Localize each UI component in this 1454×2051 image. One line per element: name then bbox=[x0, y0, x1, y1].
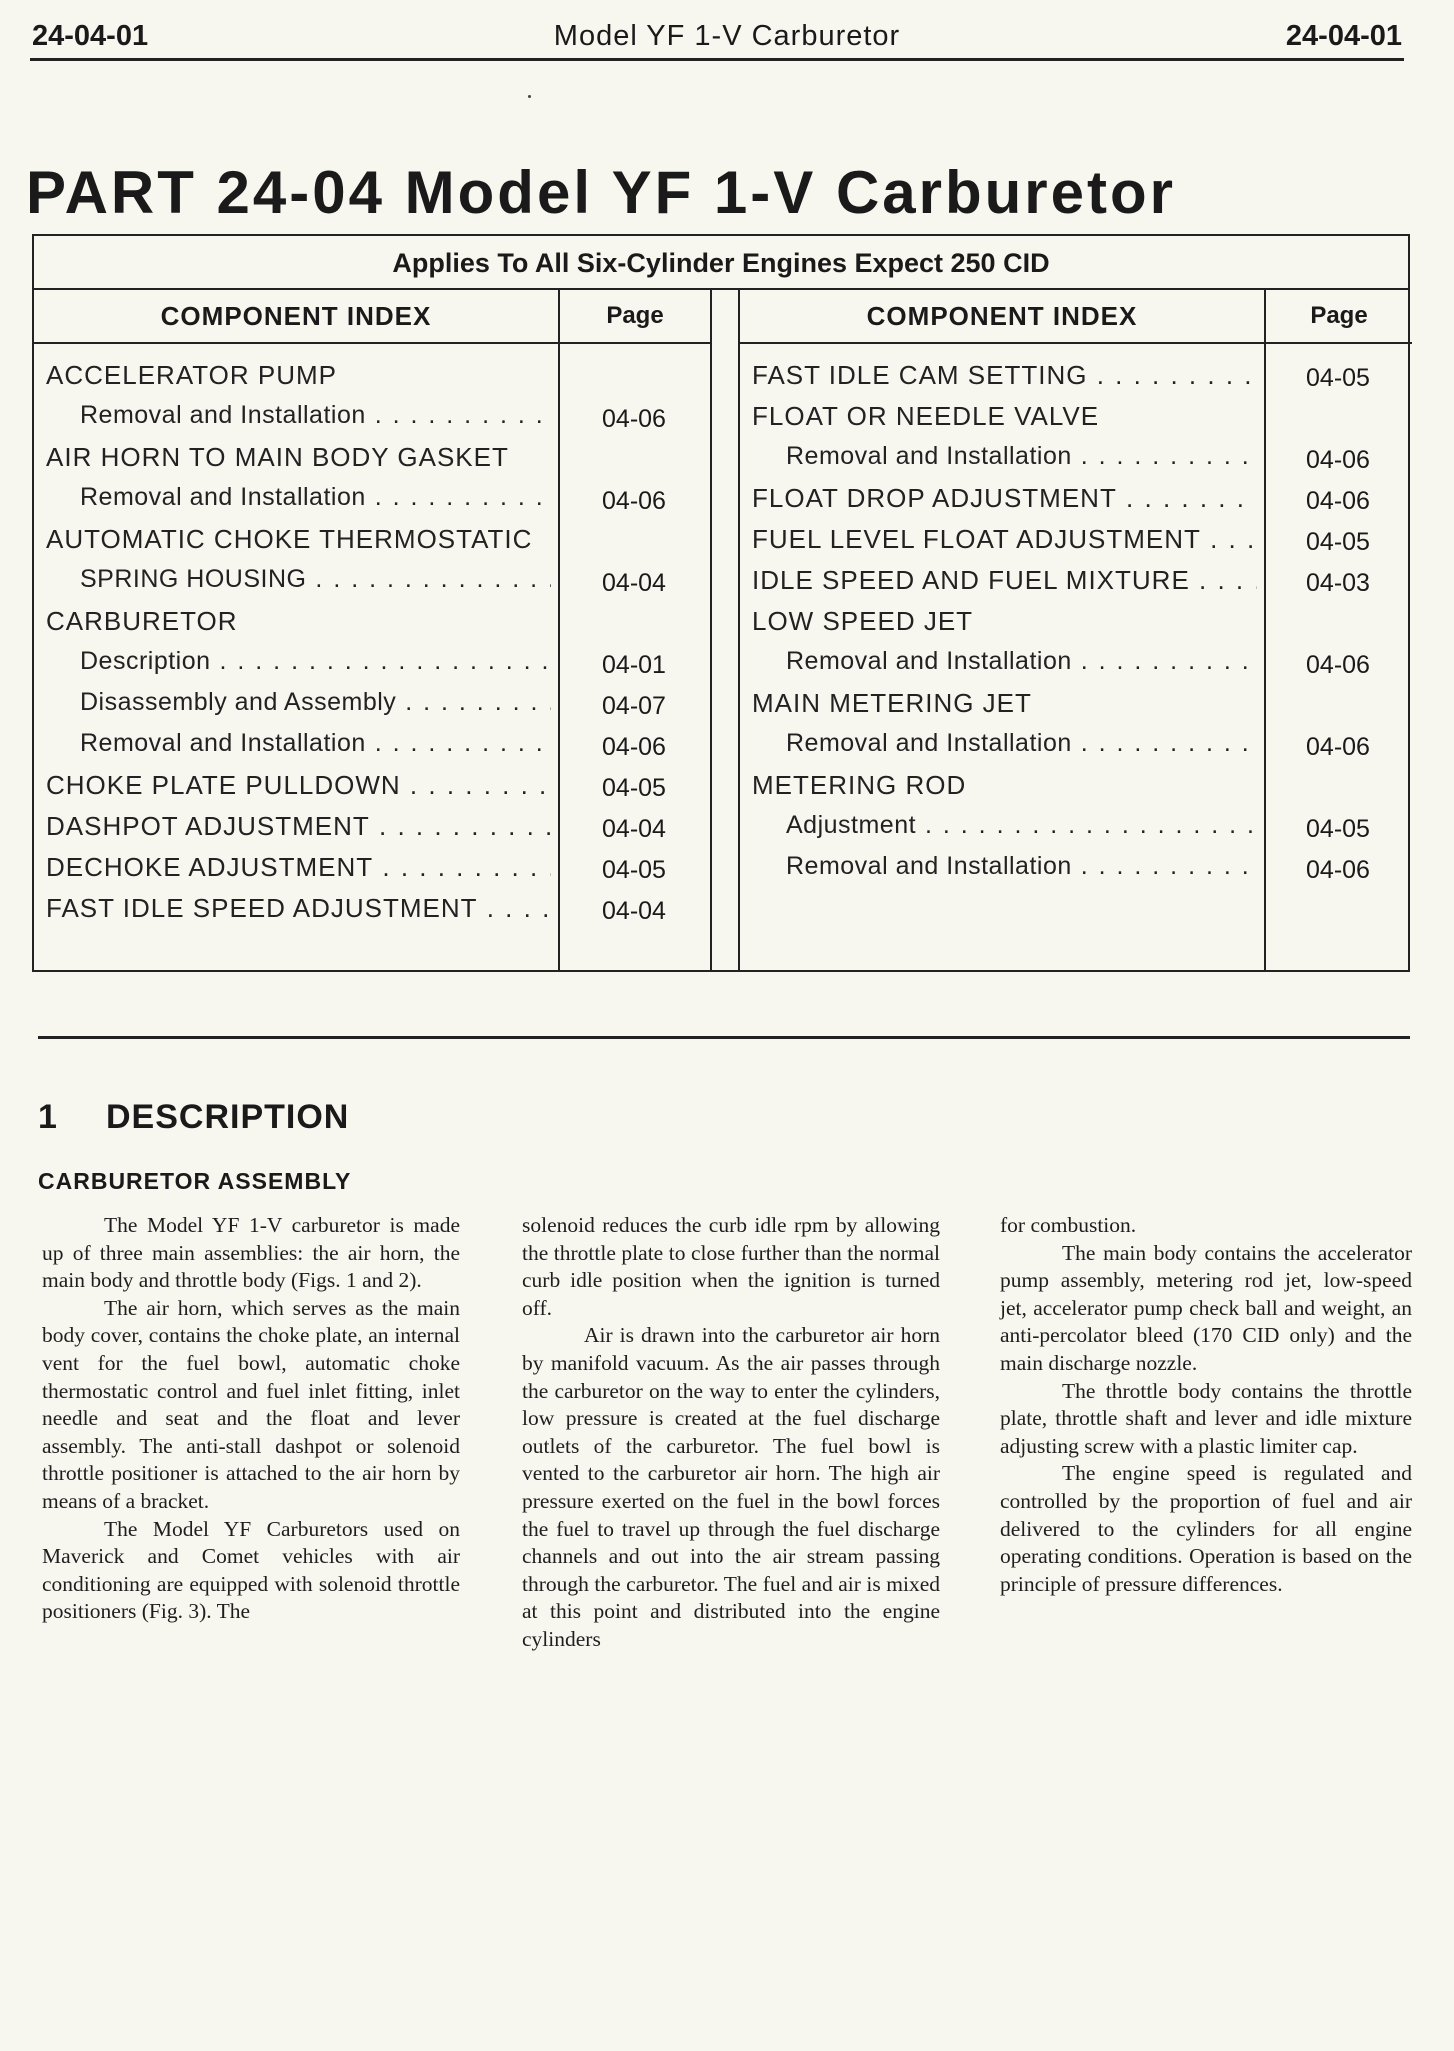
index-entry-label: Removal and Installation . . . bbox=[786, 729, 1257, 758]
header-rule bbox=[30, 58, 1404, 61]
index-row bbox=[34, 360, 710, 401]
component-index-table bbox=[32, 234, 1410, 972]
body-column-2 bbox=[522, 1212, 940, 1654]
index-entry-page: 04-05 bbox=[602, 856, 666, 884]
index-entry-label: Removal and Installation . . . bbox=[80, 401, 551, 430]
index-row bbox=[740, 565, 1412, 606]
index-entry-page: 04-05 bbox=[1306, 815, 1370, 843]
index-row bbox=[34, 565, 710, 606]
index-right-column bbox=[738, 290, 1412, 970]
index-row bbox=[34, 442, 710, 483]
index-entry-page: 04-04 bbox=[602, 815, 666, 843]
speck bbox=[528, 95, 531, 98]
index-entry-label: FAST IDLE CAM SETTING . . . bbox=[752, 360, 1257, 391]
index-row bbox=[34, 606, 710, 647]
index-entry-label: Removal and Installation . . . bbox=[786, 442, 1257, 471]
component-index-heading: COMPONENT INDEX bbox=[160, 301, 432, 331]
index-row bbox=[740, 442, 1412, 483]
index-entry-page: 04-06 bbox=[1306, 856, 1370, 884]
paragraph: solenoid reduces the curb idle rpm by allowing the throttle plate to close further than the normal curb idle position when the ignition is turned off. bbox=[522, 1213, 940, 1320]
index-entry-label: AUTOMATIC CHOKE THERMOSTATIC bbox=[46, 524, 533, 554]
index-row bbox=[740, 606, 1412, 647]
index-row bbox=[34, 524, 710, 565]
index-row bbox=[34, 483, 710, 524]
header-page-number-left: 24-04-01 bbox=[32, 20, 149, 52]
subsection-title: CARBURETOR ASSEMBLY bbox=[38, 1168, 352, 1194]
component-index-heading: COMPONENT INDEX bbox=[866, 301, 1138, 331]
index-row bbox=[740, 360, 1412, 401]
index-entry-label: Removal and Installation . . . bbox=[786, 647, 1257, 676]
index-entry-page: 04-05 bbox=[1306, 528, 1370, 556]
index-row bbox=[34, 647, 710, 688]
index-row bbox=[34, 852, 710, 893]
body-column-1 bbox=[42, 1212, 460, 1626]
section-rule bbox=[38, 1036, 1410, 1039]
index-row bbox=[34, 770, 710, 811]
index-entry-label: METERING ROD bbox=[752, 770, 967, 800]
index-entry-label: DECHOKE ADJUSTMENT . . . bbox=[46, 852, 551, 883]
index-entry-page: 04-06 bbox=[602, 405, 666, 433]
index-right-header bbox=[740, 290, 1412, 344]
index-entry-label: CARBURETOR bbox=[46, 606, 238, 636]
index-row bbox=[34, 893, 710, 934]
body-column-3 bbox=[1000, 1212, 1412, 1598]
index-row bbox=[740, 852, 1412, 893]
index-row bbox=[34, 401, 710, 442]
index-entry-label: Adjustment . . . bbox=[786, 811, 1257, 840]
index-entry-page: 04-06 bbox=[1306, 733, 1370, 761]
index-row bbox=[740, 688, 1412, 729]
index-entry-label: FUEL LEVEL FLOAT ADJUSTMENT . . . bbox=[752, 524, 1257, 555]
paragraph: The main body contains the accelerator pump assembly, metering rod jet, low-speed jet, accelerator pump check ball and weight, an anti-percolator bleed (170 CID only) and the main discharge nozzle. bbox=[1000, 1240, 1412, 1375]
index-entry-page: 04-04 bbox=[602, 569, 666, 597]
index-entry-page: 04-05 bbox=[1306, 364, 1370, 392]
index-row bbox=[740, 401, 1412, 442]
paragraph: The Model YF Carburetors used on Maverick and Comet vehicles with air conditioning are equipped with solenoid throttle positioners (Fig. 3). The bbox=[42, 1516, 460, 1624]
index-entry-label: SPRING HOUSING . . . bbox=[80, 565, 551, 594]
index-entry-page: 04-06 bbox=[1306, 487, 1370, 515]
index-row bbox=[740, 647, 1412, 688]
index-entry-label: Removal and Installation . . . bbox=[80, 483, 551, 512]
index-left-rows bbox=[34, 360, 710, 934]
part-title: PART 24-04 Model YF 1-V Carburetor bbox=[26, 159, 1177, 226]
index-entry-page: 04-06 bbox=[1306, 651, 1370, 679]
index-row bbox=[34, 729, 710, 770]
index-entry-label: Removal and Installation . . . bbox=[80, 729, 551, 758]
section-title: DESCRIPTION bbox=[106, 1098, 350, 1136]
header-title: Model YF 1-V Carburetor bbox=[553, 20, 901, 52]
index-row bbox=[740, 811, 1412, 852]
index-row bbox=[740, 770, 1412, 811]
paragraph: The Model YF 1-V carburetor is made up of three main assemblies: the air horn, the main body and throttle body (Figs. 1 and 2). bbox=[42, 1213, 460, 1293]
paragraph: for combustion. bbox=[1000, 1213, 1137, 1237]
index-entry-label: LOW SPEED JET bbox=[752, 606, 974, 636]
paragraph: The engine speed is regulated and controlled by the proportion of fuel and air delivered to the cylinders for all engine operating conditions. Operation is based on the principle of pressure differences. bbox=[1000, 1461, 1412, 1596]
index-entry-label: ACCELERATOR PUMP bbox=[46, 360, 337, 390]
section-number: 1 bbox=[38, 1098, 57, 1136]
index-entry-page: 04-07 bbox=[602, 692, 666, 720]
index-row bbox=[34, 811, 710, 852]
index-entry-label: Description . . . bbox=[80, 647, 551, 676]
index-row bbox=[740, 524, 1412, 565]
applies-to-caption: Applies To All Six-Cylinder Engines Expect 250 CID bbox=[34, 236, 1408, 290]
paragraph: The throttle body contains the throttle plate, throttle shaft and lever and idle mixture adjusting screw with a plastic limiter cap. bbox=[1000, 1378, 1412, 1458]
index-row bbox=[740, 729, 1412, 770]
index-entry-page: 04-03 bbox=[1306, 569, 1370, 597]
index-left-column bbox=[34, 290, 712, 970]
index-entry-label: AIR HORN TO MAIN BODY GASKET bbox=[46, 442, 509, 472]
index-entry-label: Removal and Installation . . . bbox=[786, 852, 1257, 881]
index-entry-label: Disassembly and Assembly . . . bbox=[80, 688, 551, 717]
index-entry-label: CHOKE PLATE PULLDOWN . . . bbox=[46, 770, 551, 801]
index-entry-page: 04-06 bbox=[602, 733, 666, 761]
header-page-number-right: 24-04-01 bbox=[1285, 20, 1402, 52]
index-entry-label: MAIN METERING JET bbox=[752, 688, 1032, 718]
index-right-rows bbox=[740, 360, 1412, 893]
index-left-header bbox=[34, 290, 710, 344]
index-entry-page: 04-05 bbox=[602, 774, 666, 802]
index-entry-label: IDLE SPEED AND FUEL MIXTURE . . . bbox=[752, 565, 1257, 596]
index-entry-page: 04-04 bbox=[602, 897, 666, 925]
index-entry-page: 04-01 bbox=[602, 651, 666, 679]
index-entry-label: FLOAT DROP ADJUSTMENT . . . bbox=[752, 483, 1257, 514]
index-row bbox=[34, 688, 710, 729]
paragraph: The air horn, which serves as the main body cover, contains the choke plate, an internal vent for the fuel bowl, automatic choke thermostatic control and fuel inlet fitting, inlet needle and seat and the float and lever assembly. The anti-stall dashpot or solenoid throttle positioner is attached to the air horn by means of a bracket. bbox=[42, 1295, 460, 1513]
index-entry-label: FAST IDLE SPEED ADJUSTMENT . . . bbox=[46, 893, 551, 924]
index-entry-label: FLOAT OR NEEDLE VALVE bbox=[752, 401, 1100, 431]
paragraph: Air is drawn into the carburetor air horn by manifold vacuum. As the air passes through the carburetor on the way to enter the cylinders, low pressure is created at the fuel discharge outlets of the carburetor. The fuel bowl is vented to the carburetor air horn. The high air pressure exerted on the fuel in the bowl forces the fuel to travel up through the fuel discharge channels and out into the air stream passing through the carburetor. The fuel and air is mixed at this point and distributed into the engine cylinders bbox=[522, 1323, 940, 1651]
index-row bbox=[740, 483, 1412, 524]
index-entry-page: 04-06 bbox=[602, 487, 666, 515]
index-entry-label: DASHPOT ADJUSTMENT . . . bbox=[46, 811, 551, 842]
page-heading: Page bbox=[558, 290, 710, 342]
page-heading: Page bbox=[1264, 290, 1412, 342]
index-entry-page: 04-06 bbox=[1306, 446, 1370, 474]
